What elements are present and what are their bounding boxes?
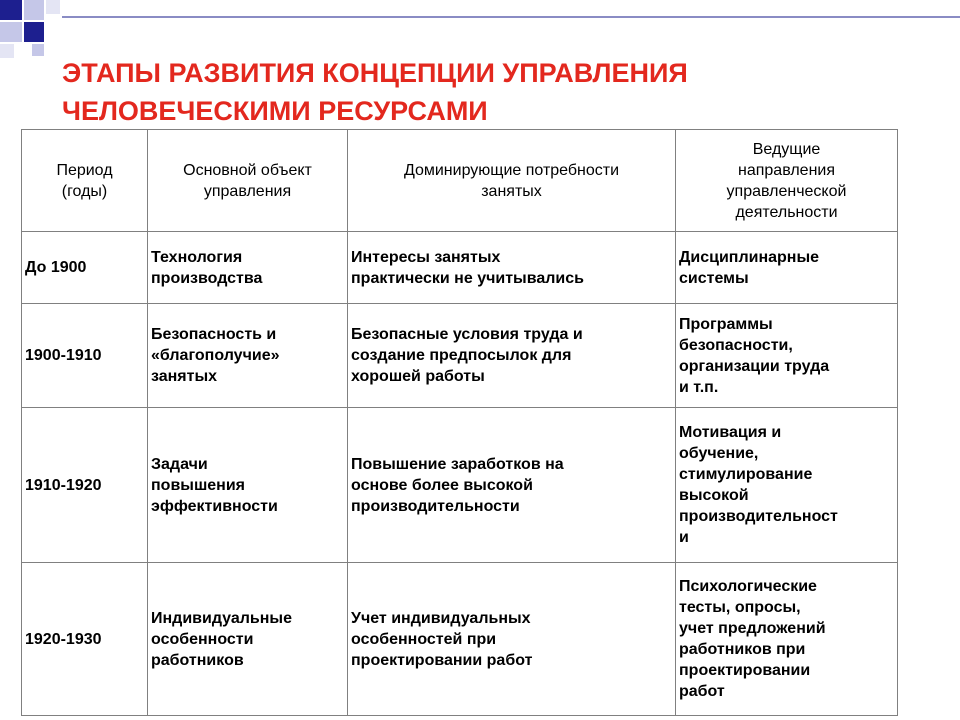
cell-object xyxy=(148,304,348,408)
table-row xyxy=(22,304,898,408)
cell-needs xyxy=(348,232,676,304)
cell-period-text: 1920-1930 xyxy=(25,630,102,648)
cell-directions xyxy=(676,408,898,563)
cell-object-text: Задачи повышения эффективности xyxy=(151,455,278,515)
deco-square xyxy=(0,0,22,20)
header-object xyxy=(148,130,348,232)
cell-needs-text: Безопасные условия труда и создание предпосылок для хорошей работы xyxy=(351,326,583,385)
cell-directions-text: Мотивация и обучение, стимулирование высокой производительност и xyxy=(679,424,838,546)
cell-object xyxy=(148,232,348,304)
cell-directions-text: Программы безопасности, организации труда и т.п. xyxy=(679,315,830,396)
stages-table xyxy=(21,129,898,716)
header-period-label: Период (годы) xyxy=(56,161,113,200)
header-needs xyxy=(348,130,676,232)
header-directions-label: Ведущие направления управленческой деятельности xyxy=(726,140,847,221)
header-needs-label: Доминирующие потребности занятых xyxy=(403,161,620,200)
cell-object xyxy=(148,408,348,563)
deco-square xyxy=(24,22,44,42)
cell-period xyxy=(22,304,148,408)
cell-needs-text: Повышение заработков на основе более высокой производительности xyxy=(351,455,564,515)
cell-needs xyxy=(348,408,676,563)
header-directions xyxy=(676,130,898,232)
slide-title-line-1: ЭТАПЫ РАЗВИТИЯ КОНЦЕПЦИИ УПРАВЛЕНИЯ xyxy=(62,58,688,88)
deco-square xyxy=(0,44,14,58)
header-period xyxy=(22,130,148,232)
cell-period-text: 1900-1910 xyxy=(25,347,102,364)
cell-period xyxy=(22,563,148,716)
header-divider xyxy=(62,16,960,18)
cell-period xyxy=(22,408,148,563)
deco-square xyxy=(24,0,44,20)
deco-square xyxy=(0,22,22,42)
table-row xyxy=(22,232,898,304)
cell-object xyxy=(148,563,348,716)
cell-object-text: Безопасность и «благополучие» занятых xyxy=(151,326,280,385)
table-row xyxy=(22,563,898,716)
cell-directions-text: Психологические тесты, опросы, учет предложений работников при проектировании работ xyxy=(679,578,826,700)
deco-square xyxy=(46,0,60,14)
deco-square xyxy=(32,44,44,56)
cell-period-text: 1910-1920 xyxy=(25,476,102,494)
table-header-row xyxy=(22,130,898,232)
cell-needs xyxy=(348,304,676,408)
header-object-label: Основной объект управления xyxy=(183,161,312,200)
cell-object-text: Индивидуальные особенности работников xyxy=(151,609,292,669)
cell-object-text: Технология производства xyxy=(151,248,263,287)
table-row xyxy=(22,408,898,563)
cell-needs xyxy=(348,563,676,716)
cell-needs-text: Интересы занятых практически не учитывались xyxy=(351,248,584,287)
cell-directions xyxy=(676,563,898,716)
cell-directions xyxy=(676,304,898,408)
cell-directions-text: Дисциплинарные системы xyxy=(679,248,820,287)
slide-title-line-2: ЧЕЛОВЕЧЕСКИМИ РЕСУРСАМИ xyxy=(62,96,488,126)
cell-directions xyxy=(676,232,898,304)
cell-period xyxy=(22,232,148,304)
cell-period-text: До 1900 xyxy=(25,259,87,276)
slide-title xyxy=(62,54,942,130)
cell-needs-text: Учет индивидуальных особенностей при проектировании работ xyxy=(351,609,533,669)
